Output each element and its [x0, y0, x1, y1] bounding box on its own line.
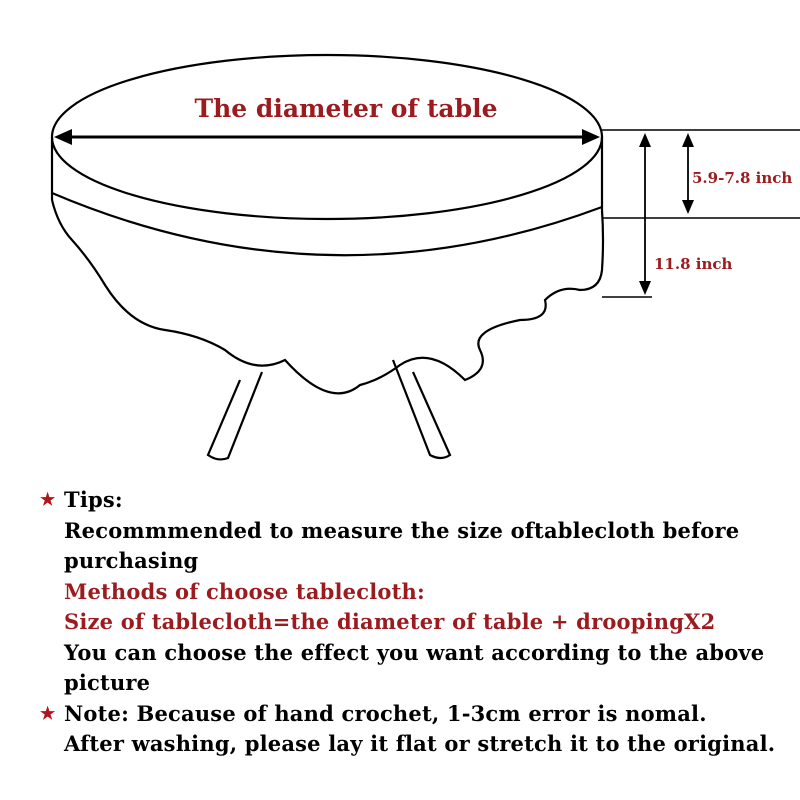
diameter-arrowhead-right — [582, 129, 600, 145]
drop-label-long: 11.8 inch — [654, 255, 733, 273]
star-icon: ★ — [40, 703, 56, 724]
tips-row — [40, 485, 790, 516]
drop-arrow-short-head-bottom — [682, 200, 694, 214]
notes-section — [40, 485, 790, 760]
drop-arrow-long-head-top — [639, 133, 651, 147]
table-leg-left — [208, 372, 262, 459]
star-icon: ★ — [40, 490, 56, 510]
drop-arrow-long-head-bottom — [639, 281, 651, 295]
diameter-arrowhead-left — [54, 129, 72, 145]
methods-formula: Size of tablecloth=the diameter of table + droopingX2 — [64, 609, 716, 634]
tips-text: Recommmended to measure the size oftablecloth before purchasing — [64, 517, 740, 573]
note-row — [40, 699, 790, 730]
choose-effect-text: You can choose the effect you want according to the above picture — [64, 639, 765, 695]
drop-arrow-short-head-top — [682, 133, 694, 147]
tips-heading: Tips: — [64, 487, 123, 512]
methods-heading: Methods of choose tablecloth: — [64, 578, 425, 604]
table-leg-right — [393, 360, 450, 458]
diameter-label: The diameter of table — [194, 94, 498, 123]
drop-label-short: 5.9-7.8 inch — [692, 169, 793, 187]
note-text: Note: Because of hand crochet, 1-3cm error is nomal. — [64, 700, 707, 726]
scalloped-hem — [52, 200, 603, 393]
table-rim-curve — [52, 193, 602, 255]
note-followup-text: After washing, please lay it flat or stretch it to the original. — [64, 731, 776, 756]
